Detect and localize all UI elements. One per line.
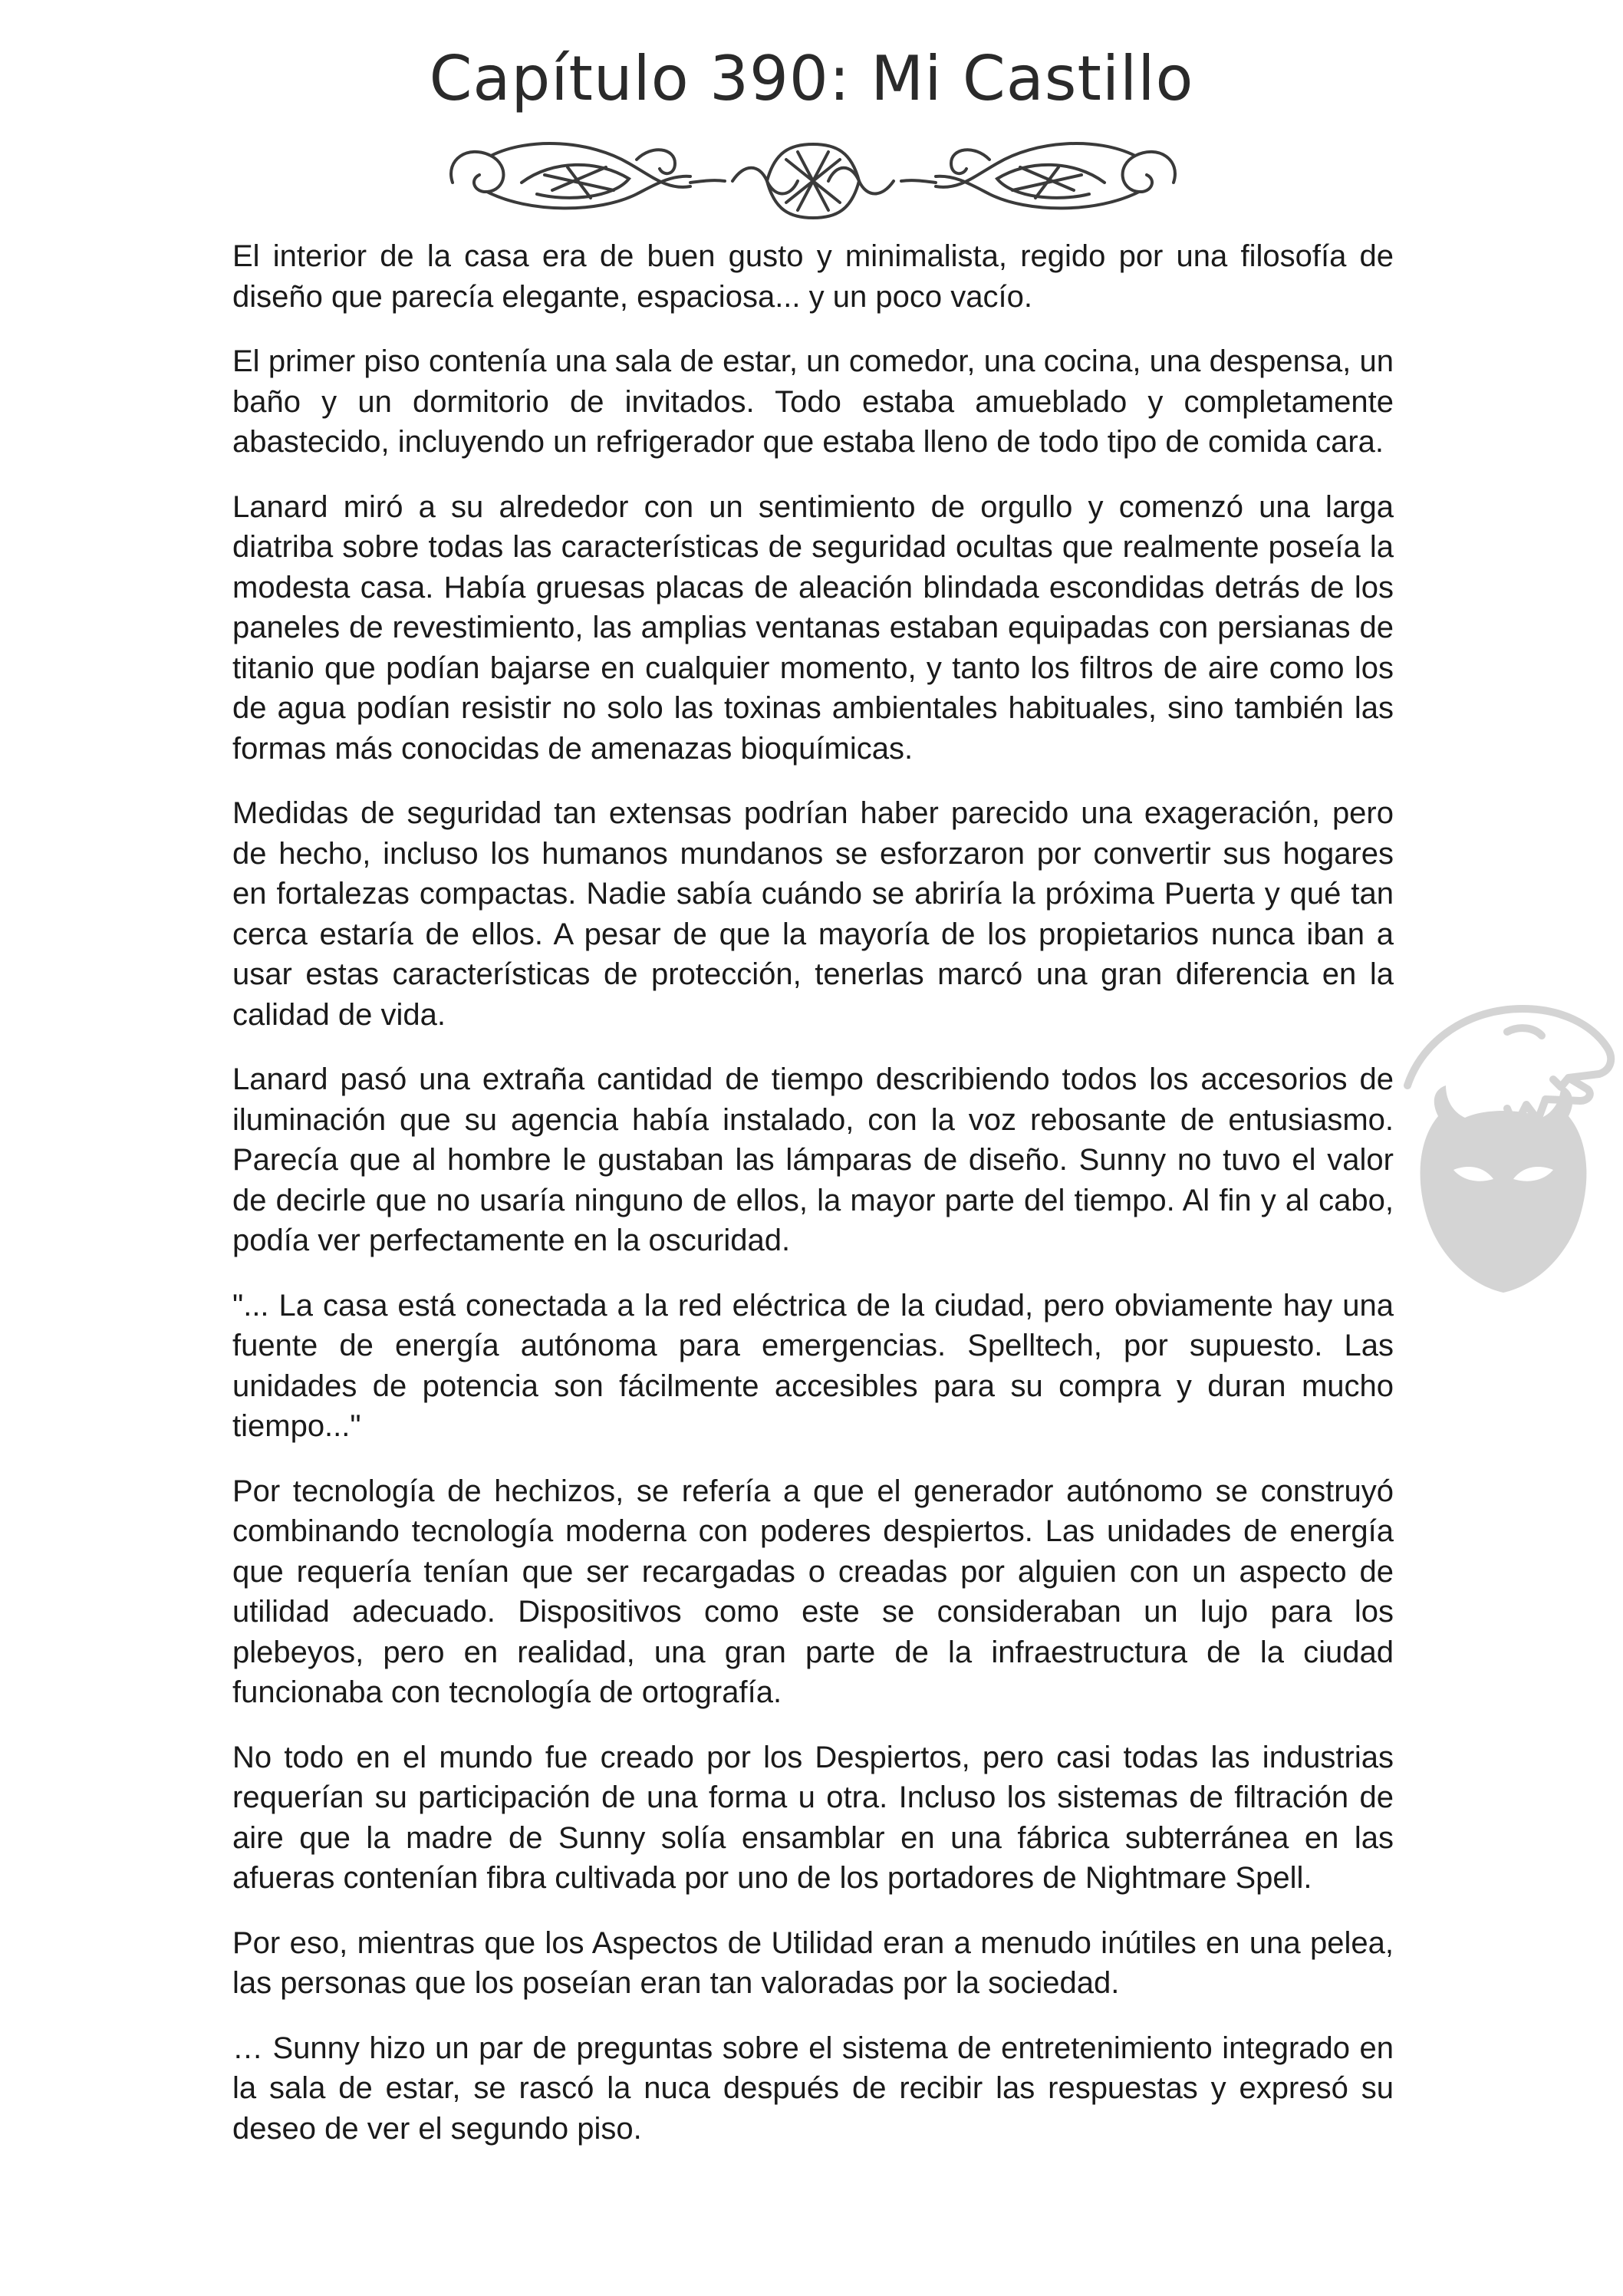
paragraph: Lanard pasó una extraña cantidad de tiempo describiendo todos los accesorios de iluminación que su agencia había instalado, con la voz rebosante de entusiasmo. Parecía que al hombre le gustaban las lámparas de diseño. Sunny no tuvo el valor de decirle que no usaría ninguno de ellos, la mayor parte del tiempo. Al fin y al cabo, podía ver perfectamente en la oscuridad.	[232, 1062, 1394, 1257]
right-scroll-ornament	[901, 143, 1175, 208]
flourish-divider-icon	[437, 129, 1189, 229]
center-knot-ornament	[732, 144, 894, 218]
paragraph: Lanard miró a su alrededor con un sentimiento de orgullo y comenzó una larga diatriba sobre todas las características de seguridad ocultas que realmente poseía la modesta casa. Había gruesas placas de aleación blindada escondidas detrás de los paneles de revestimiento, las amplias ventanas estaban equipadas con persianas de titanio que podían bajarse en cualquier momento, y tanto los filtros de aire como los de agua podían resistir no solo las toxinas ambientales habituales, sino también las formas más conocidas de amenazas bioquímicas.	[232, 489, 1394, 766]
devil-head-silhouette	[1421, 1085, 1587, 1293]
paragraph: Medidas de seguridad tan extensas podrían haber parecido una exageración, pero de hecho, incluso los humanos mundanos se esforzaron por convertir sus hogares en fortalezas compactas. Nadie sabía cuándo se abriría la próxima Puerta y qué tan cerca estaría de ellos. A pesar de que la mayoría de los propietarios nunca iban a usar estas características de protección, tenerlas marcó una gran diferencia en la calidad de vida.	[232, 796, 1394, 1032]
paragraph: El primer piso contenía una sala de estar, un comedor, una cocina, una despensa, un baño y un dormitorio de invitados. Todo estaba amueblado y completamente abastecido, incluyendo un refrigerador que estaba lleno de todo tipo de comida cara.	[232, 344, 1394, 459]
chapter-body	[232, 236, 1394, 2173]
paragraph: Por eso, mientras que los Aspectos de Utilidad eran a menudo inútiles en una pelea, las personas que los poseían eran tan valoradas por la sociedad.	[232, 1925, 1394, 2000]
left-scroll-ornament	[451, 143, 725, 208]
paragraph: El interior de la casa era de buen gusto y minimalista, regido por una filosofía de diseño que parecía elegante, espaciosa... y un poco vacío.	[232, 239, 1394, 314]
page-title: Capítulo 390: Mi Castillo	[429, 43, 1194, 114]
paragraph: … Sunny hizo un par de preguntas sobre el sistema de entretenimiento integrado en la sala de estar, se rascó la nuca después de recibir las respuestas y expresó su deseo de ver el segundo piso.	[232, 2031, 1394, 2146]
paragraph: No todo en el mundo fue creado por los Despiertos, pero casi todas las industrias requerían su participación de una forma u otra. Incluso los sistemas de filtración de aire que la madre de Sunny solía ensamblar en una fábrica subterránea en las afueras contenían fibra cultivada por uno de los portadores de Nightmare Spell.	[232, 1740, 1394, 1895]
paragraph: "... La casa está conectada a la red eléctrica de la ciudad, pero obviamente hay una fuente de energía autónoma para emergencias. Spelltech, por supuesto. Las unidades de potencia son fácilmente accesibles para su compra y duran mucho tiempo..."	[232, 1288, 1394, 1443]
paragraph: Por tecnología de hechizos, se refería a que el generador autónomo se construyó combinando tecnología moderna con poderes despiertos. Las unidades de energía que requería tenían que ser recargadas o creadas por alguien con un aspecto de utilidad adecuado. Dispositivos como este se consideraban un lujo para los plebeyos, pero en realidad, una gran parte de la infraestructura de la ciudad funcionaba con tecnología de ortografía.	[232, 1474, 1394, 1709]
dinosaur-devil-watermark-icon	[1392, 986, 1622, 1308]
